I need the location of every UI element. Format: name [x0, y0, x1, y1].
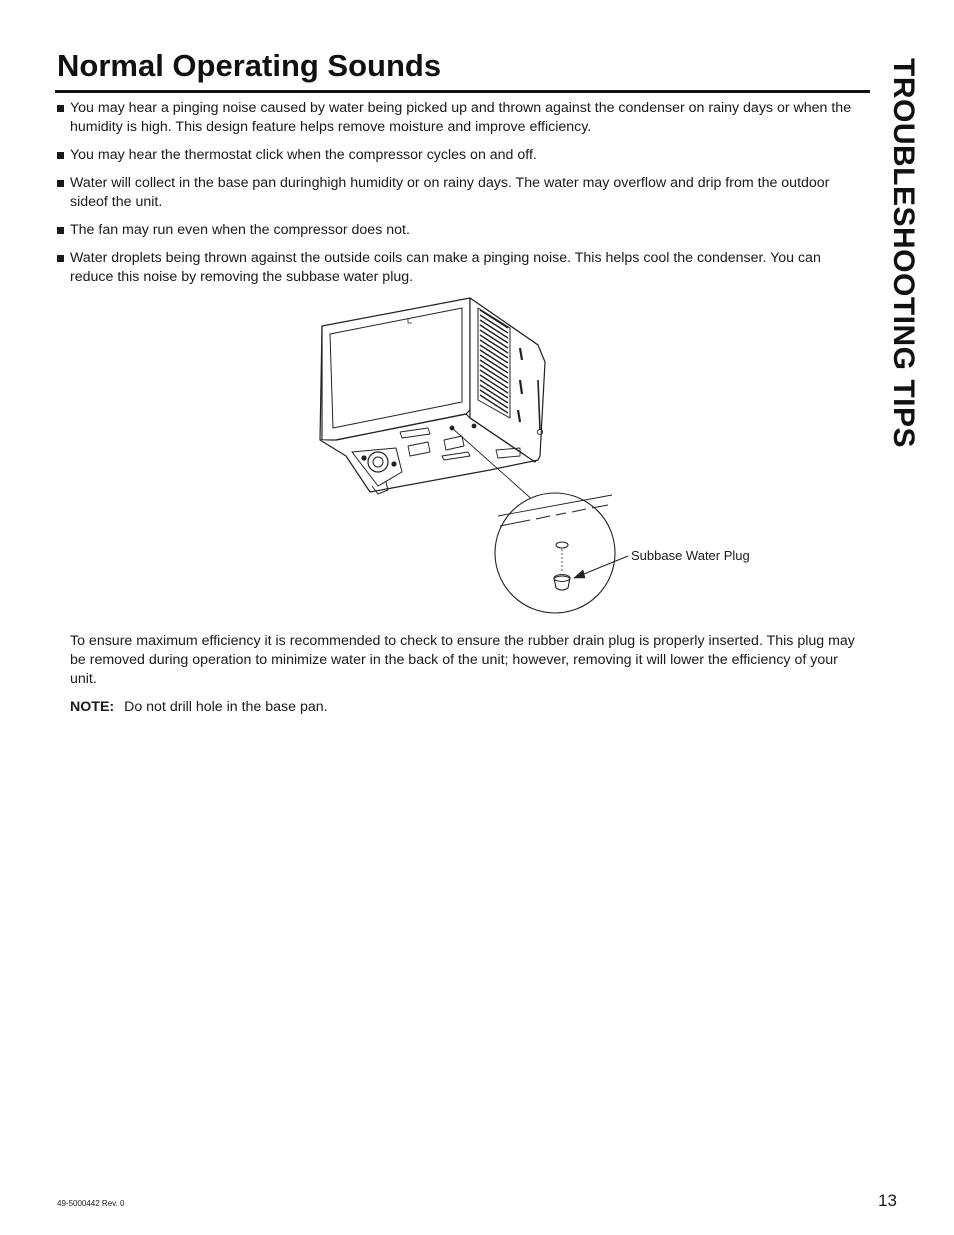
list-item-text: You may hear a pinging noise caused by water being picked up and thrown against the condenser on rainy days or when the humidity is high. This design feature helps remove moisture and improve efficiency.	[70, 100, 852, 135]
note-text: Do not drill hole in the base pan.	[124, 699, 328, 715]
bullet-list	[57, 99, 867, 296]
square-bullet-icon	[57, 105, 64, 112]
list-item	[57, 249, 867, 287]
document-number: 49-5000442 Rev. 0	[57, 1199, 125, 1208]
list-item	[57, 146, 867, 165]
list-item-text: Water will collect in the base pan duringhigh humidity or on rainy days. The water may overflow and drip from the outdoor sideof the unit.	[70, 175, 830, 210]
list-item-text: You may hear the thermostat click when the compressor cycles on and off.	[70, 147, 537, 163]
body-paragraph: To ensure maximum efficiency it is recommended to check to ensure the rubber drain plug is properly inserted. This plug may be removed during operation to minimize water in the back of the unit; however, removing it will lower the efficiency of your unit.	[70, 633, 855, 687]
square-bullet-icon	[57, 255, 64, 262]
note	[70, 699, 328, 715]
subbase-water-plug-label: Subbase Water Plug	[631, 548, 750, 563]
square-bullet-icon	[57, 227, 64, 234]
list-item	[57, 174, 867, 212]
list-item-text: The fan may run even when the compressor does not.	[70, 222, 410, 238]
note-label: NOTE:	[70, 699, 115, 715]
list-item	[57, 221, 867, 240]
list-item	[57, 99, 867, 137]
square-bullet-icon	[57, 152, 64, 159]
air-conditioner-diagram	[310, 292, 780, 614]
section-side-tab: TROUBLESHOOTING TIPS	[887, 58, 920, 449]
page-number: 13	[878, 1191, 897, 1210]
title-divider	[55, 90, 870, 93]
list-item-text: Water droplets being thrown against the outside coils can make a pinging noise. This helps cool the condenser. You can reduce this noise by removing the subbase water plug.	[70, 250, 821, 285]
page-title: Normal Operating Sounds	[57, 48, 442, 83]
square-bullet-icon	[57, 180, 64, 187]
